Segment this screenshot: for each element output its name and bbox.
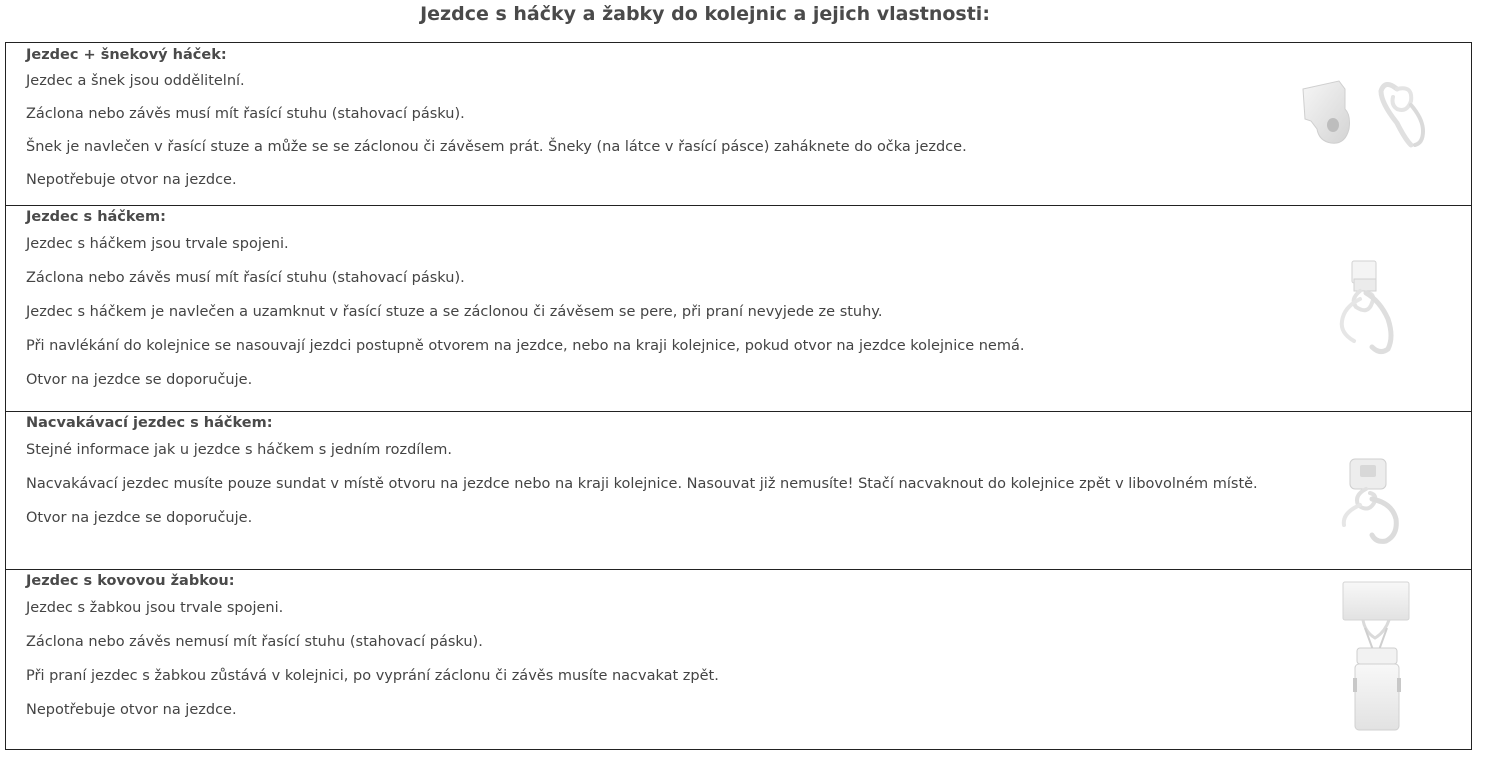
table-row [6, 412, 1472, 570]
glider-with-hook-icon [1336, 259, 1406, 357]
section-heading: Jezdec s háčkem: [26, 209, 166, 225]
section-text-cell [6, 570, 1282, 750]
section-line: Jezdec s žabkou jsou trvale spojeni. [26, 600, 284, 616]
section-line: Jezdec s háčkem jsou trvale spojeni. [26, 236, 289, 252]
section-line: Nacvakávací jezdec musíte pouze sundat v místě otvoru na jezdce nebo na kraji kolejnice. Nasouvat již nemusíte! Stačí nacvaknout do kolejnice zpět v libovolném místě. [26, 476, 1258, 492]
snap-on-glider-with-hook-icon [1338, 455, 1408, 547]
section-line: Jezdec a šnek jsou oddělitelní. [26, 73, 245, 89]
glider-with-metal-clip-icon [1341, 580, 1413, 736]
section-line: Záclona nebo závěs musí mít řasící stuhu (stahovací pásku). [26, 270, 465, 286]
section-line: Jezdec s háčkem je navlečen a uzamknut v řasící stuze a se záclonou či závěsem se pere, při praní nevyjede ze stuhy. [26, 304, 883, 320]
section-line: Nepotřebuje otvor na jezdce. [26, 172, 237, 188]
page-title: Jezdce s háčky a žabky do kolejnic a jejich vlastnosti: [420, 3, 990, 25]
section-heading: Jezdec + šnekový háček: [26, 47, 227, 63]
section-image-cell [1281, 43, 1472, 206]
section-text-cell [6, 43, 1282, 206]
table-row [6, 206, 1472, 412]
section-line: Šnek je navlečen v řasící stuze a může se se záclonou či závěsem prát. Šneky (na látce v řasící pásce) zaháknete do očka jezdce. [26, 139, 967, 155]
section-line: Záclona nebo závěs nemusí mít řasící stuhu (stahovací pásku). [26, 634, 483, 650]
section-heading: Jezdec s kovovou žabkou: [26, 573, 235, 589]
section-image-cell [1281, 206, 1472, 412]
section-text-cell [6, 412, 1282, 570]
section-line: Záclona nebo závěs musí mít řasící stuhu (stahovací pásku). [26, 106, 465, 122]
section-line: Stejné informace jak u jezdce s háčkem s jedním rozdílem. [26, 442, 453, 458]
section-heading: Nacvakávací jezdec s háčkem: [26, 415, 273, 431]
section-line: Otvor na jezdce se doporučuje. [26, 510, 253, 526]
table-row [6, 570, 1472, 750]
section-line: Otvor na jezdce se doporučuje. [26, 372, 253, 388]
glider-with-snail-hook-icon [1301, 79, 1436, 151]
section-image-cell [1281, 570, 1472, 750]
section-image-cell [1281, 412, 1472, 570]
section-line: Při praní jezdec s žabkou zůstává v kolejnici, po vyprání záclonu či závěs musíte nacvakat zpět. [26, 668, 719, 684]
glider-properties-table [5, 42, 1472, 750]
table-row [6, 43, 1472, 206]
section-line: Při navlékání do kolejnice se nasouvají jezdci postupně otvorem na jezdce, nebo na kraji kolejnice, pokud otvor na jezdce kolejnice nemá. [26, 338, 1025, 354]
section-line: Nepotřebuje otvor na jezdce. [26, 702, 237, 718]
section-text-cell [6, 206, 1282, 412]
